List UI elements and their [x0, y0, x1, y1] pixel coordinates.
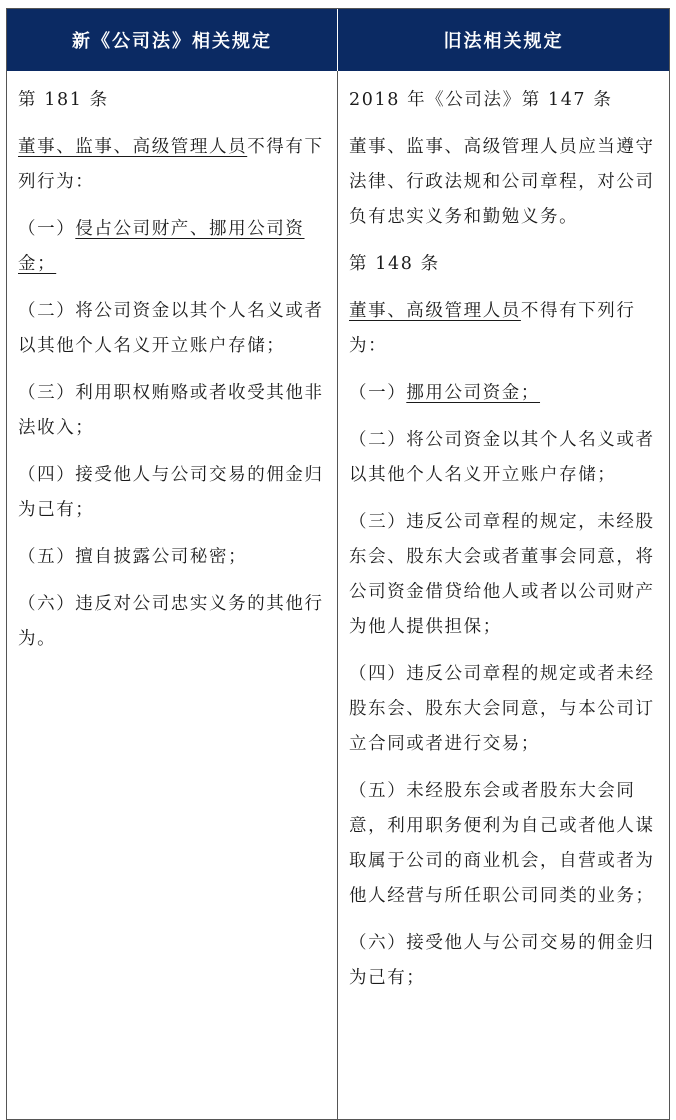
paragraph: 第 181 条: [18, 90, 109, 110]
paragraph: 董事、监事、高级管理人员不得有下列行为：: [18, 137, 324, 192]
underlined-text: 董事、高级管理人员: [349, 301, 521, 321]
paragraph: （五）未经股东会或者股东大会同意，利用职务便利为自己或者他人谋取属于公司的商业机会，自营或者为他人经营与所任职公司同类的业务；: [349, 781, 655, 906]
paragraph: （一）侵占公司财产、挪用公司资金；: [18, 219, 305, 274]
paragraph: 董事、高级管理人员不得有下列行为：: [349, 301, 636, 356]
underlined-text: 侵占公司财产、挪用公司资金；: [18, 219, 305, 274]
paragraph: （六）接受他人与公司交易的佣金归为己有；: [349, 933, 655, 988]
paragraph: （二）将公司资金以其个人名义或者以其他个人名义开立账户存储；: [18, 301, 324, 356]
paragraph: 2018 年《公司法》第 147 条: [349, 90, 613, 110]
paragraph: 第 148 条: [349, 254, 440, 274]
paragraph: （六）违反对公司忠实义务的其他行为。: [18, 594, 324, 649]
paragraph: （三）违反公司章程的规定，未经股东会、股东大会或者董事会同意，将公司资金借贷给他人或者以公司财产为他人提供担保；: [349, 512, 655, 637]
paragraph: 董事、监事、高级管理人员应当遵守法律、行政法规和公司章程，对公司负有忠实义务和勤勉义务。: [349, 137, 655, 227]
underlined-text: 董事、监事、高级管理人员: [18, 137, 248, 157]
paragraph: （一）挪用公司资金；: [349, 383, 541, 403]
table-body: [7, 71, 669, 1120]
comparison-table: [6, 8, 670, 1120]
paragraph: （四）接受他人与公司交易的佣金归为己有；: [18, 465, 324, 520]
header-new-law: 新《公司法》相关规定: [7, 9, 338, 71]
paragraph: （五）擅自披露公司秘密；: [18, 547, 248, 567]
paragraph: （二）将公司资金以其个人名义或者以其他个人名义开立账户存储；: [349, 430, 655, 485]
underlined-text: 挪用公司资金；: [406, 383, 541, 403]
paragraph: （三）利用职权贿赂或者收受其他非法收入；: [18, 383, 324, 438]
old-law-column: [338, 71, 669, 1120]
header-old-law: 旧法相关规定: [443, 31, 564, 52]
table-header: [7, 9, 669, 71]
paragraph: （四）违反公司章程的规定或者未经股东会、股东大会同意，与本公司订立合同或者进行交易；: [349, 664, 655, 754]
new-law-column: [7, 71, 338, 1120]
